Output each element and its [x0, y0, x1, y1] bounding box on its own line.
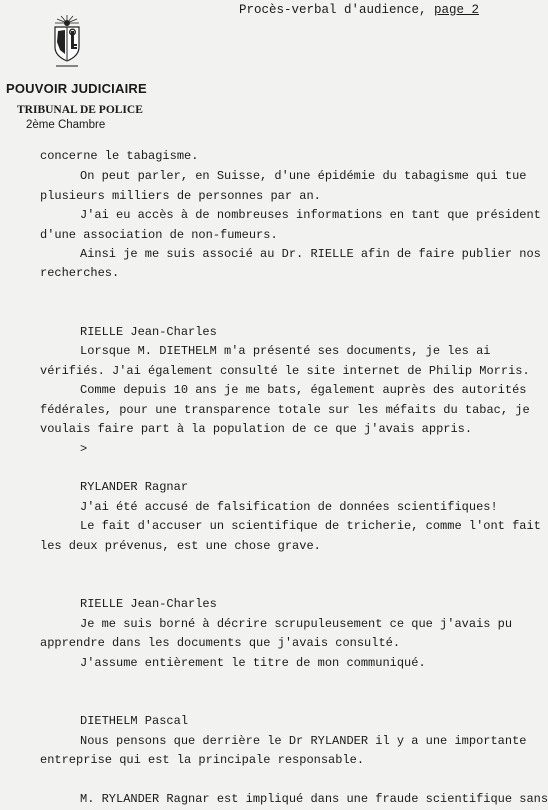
text-line: J'assume entièrement le titre de mon communiqué. — [80, 656, 426, 670]
text-line: Nous pensons que derrière le Dr RYLANDER il y a une importante — [80, 734, 527, 748]
text-line: vérifiés. J'ai également consulté le site internet de Philip Morris. — [40, 364, 530, 378]
text-line: apprendre dans les documents que j'avais consulté. — [40, 636, 401, 650]
text-line: On peut parler, en Suisse, d'une épidémie du tabagisme qui tue — [80, 169, 527, 183]
text-line: fédérales, pour une transparence totale sur les méfaits du tabac, je — [40, 403, 530, 417]
text-line: plusieurs milliers de personnes par an. — [40, 189, 321, 203]
institution-name: POUVOIR JUDICIAIRE — [6, 81, 147, 96]
text-line: Le fait d'accuser un scientifique de tricherie, comme l'ont fait — [80, 519, 541, 533]
text-line: entreprise qui est la principale responsable. — [40, 753, 365, 767]
text-line: M. RYLANDER Ragnar est impliqué dans une fraude scientifique sans — [80, 792, 548, 806]
text-line: Je me suis borné à décrire scrupuleusement ce que j'avais pu — [80, 617, 513, 631]
chamber-name: 2ème Chambre — [26, 119, 106, 131]
text-line: voulais faire part à la population de ce que j'avais appris. — [40, 422, 473, 436]
text-line: J'ai eu accès à de nombreuses informations en tant que président — [80, 208, 541, 222]
text-line: J'ai été accusé de falsification de données scientifiques! — [80, 500, 498, 514]
text-line: recherches. — [40, 266, 120, 280]
text-line: Lorsque M. DIETHELM m'a présenté ses documents, je les ai — [80, 344, 491, 358]
page-header — [239, 3, 479, 17]
speaker-name: RYLANDER Ragnar — [80, 480, 189, 494]
text-line: > — [80, 442, 88, 456]
text-line: les deux prévenus, est une chose grave. — [40, 539, 321, 553]
text-line: Comme depuis 10 ans je me bats, également auprès des autorités — [80, 383, 527, 397]
speaker-name: RIELLE Jean-Charles — [80, 325, 217, 339]
text-line: d'une association de non-fumeurs. — [40, 228, 278, 242]
page-number: page 2 — [433, 3, 479, 17]
text-line: Ainsi je me suis associé au Dr. RIELLE afin de faire publier nos — [80, 247, 541, 261]
geneva-coat-of-arms-logo — [52, 14, 82, 70]
court-name: TRIBUNAL DE POLICE — [17, 104, 143, 116]
page-header-prefix: Procès-verbal d'audience, — [238, 3, 434, 17]
text-line: concerne le tabagisme. — [40, 149, 199, 163]
speaker-name: RIELLE Jean-Charles — [80, 597, 217, 611]
speaker-name: DIETHELM Pascal — [80, 714, 189, 728]
